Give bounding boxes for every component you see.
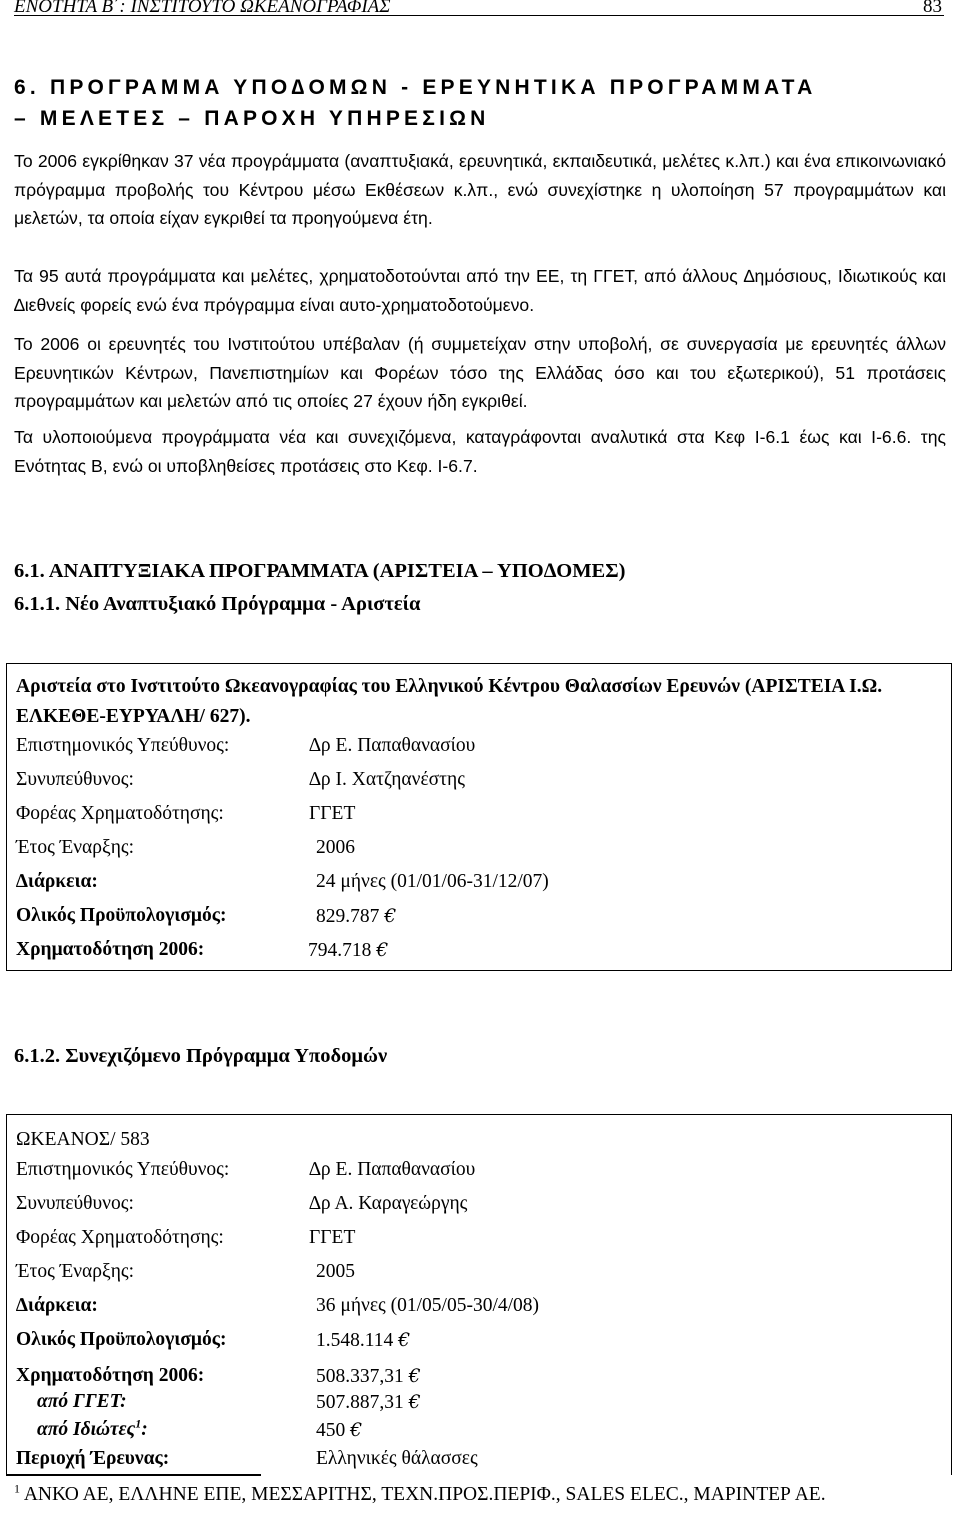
project-row xyxy=(16,1329,942,1359)
euro-symbol: € xyxy=(350,1419,363,1441)
paragraph-1: Το 2006 εγκρίθηκαν 37 νέα προγράμματα (αναπτυξιακά, ερευνητικά, εκπαιδευτικά, μελέτες κ.λπ.) και ένα επικοινωνιακό πρόγραμμα προβολής του Κέντρου μέσω Εκθέσεων κ.λπ., ενώ συνεχίστηκε η υλοποίηση 57 προγραμμάτων και μελετών, τα οποία είχαν εγκριθεί τα προηγούμενα έτη. xyxy=(14,151,946,228)
project-row xyxy=(16,1261,942,1291)
project-row xyxy=(16,769,942,799)
paragraph-4: Τα υλοποιούμενα προγράμματα νέα και συνεχιζόμενα, καταγράφονται αναλυτικά στα Κεφ Ι-6.1 έως και Ι-6.6. της Ενότητας Β, ενώ οι υποβληθείσες προτάσεις στο Κεφ. Ι-6.7. xyxy=(14,427,946,476)
field-value: 36 μήνες (01/05/05-30/4/08) xyxy=(316,1295,540,1316)
field-label: Συνυπεύθυνος: xyxy=(16,1193,134,1214)
field-label: Ολικός Προϋπολογισμός: xyxy=(16,1329,227,1350)
euro-symbol: € xyxy=(384,905,397,927)
euro-symbol: € xyxy=(408,1391,421,1413)
project-row xyxy=(16,905,942,935)
running-header xyxy=(14,0,944,16)
field-value: ∆ρ Α. Καραγεώργης xyxy=(309,1193,468,1214)
header-rule xyxy=(14,15,944,16)
footnote-ref: 1 xyxy=(135,1416,142,1431)
field-label: Περιοχή Έρευνας: xyxy=(16,1448,170,1469)
chapter-title-line-2: – ΜΕΛΕΤΕΣ – ΠΑΡΟΧΗ ΥΠΗΡΕΣΙΩΝ xyxy=(14,107,490,130)
field-value: ∆ρ Ι. Χατζηανέστης xyxy=(309,769,465,790)
euro-symbol: € xyxy=(398,1329,411,1351)
field-label: ∆ιάρκεια: xyxy=(16,1295,98,1316)
field-value: 508.337,31 xyxy=(316,1366,404,1387)
project-row xyxy=(16,1227,942,1257)
page-number: 83 xyxy=(923,0,942,17)
field-label: Έτος Έναρξης: xyxy=(16,837,135,858)
subsection-title-6-1-1: 6.1.1. Νέο Αναπτυξιακό Πρόγραμμα - Αριστεία xyxy=(14,593,421,615)
project-title: Αριστεία στο Ινστιτούτο Ωκεανογραφίας του Ελληνικού Κέντρου Θαλασσίων Ερευνών (ΑΡΙΣΤΕΙΑ Ι.Ω. ΕΛΚΕΘΕ-ΕΥΡΥΑΛΗ/ 627). xyxy=(16,676,883,727)
footnote-rule xyxy=(6,1474,261,1476)
euro-symbol: € xyxy=(376,939,389,961)
field-value: 829.787 xyxy=(316,906,380,927)
footnote-text: ΑΝΚΟ ΑΕ, ΕΛΛΗΝΕ ΕΠΕ, ΜΕΣΣΑΡΙΤΗΣ, ΤΕΧΝ.ΠΡΟΣ.ΠΕΡΙΦ., SALES ELEC., ΜΑΡΙΝΤΕΡ ΑΕ. xyxy=(23,1484,826,1505)
field-value: ΓΓΕΤ xyxy=(309,803,356,824)
field-value: 2006 xyxy=(316,837,355,858)
project-row xyxy=(16,1193,942,1223)
project-row xyxy=(37,1391,942,1421)
paragraph-3: Το 2006 οι ερευνητές του Ινστιτούτου υπέβαλαν (ή συμμετείχαν στην υποβολή, σε συνεργασία με ερευνητές άλλων Ερευνητικών Κέντρων, Πανεπιστημίων και Φορέων τόσο της Ελλάδας όσο και του εξωτερικού), 51 προτάσεις προγραμμάτων και μελετών από τις οποίες 27 έχουν ήδη εγκριθεί. xyxy=(14,334,946,411)
field-value: ΓΓΕΤ xyxy=(309,1227,356,1248)
field-value: 24 μήνες (01/01/06-31/12/07) xyxy=(316,871,549,892)
project-title: ΩΚΕΑΝΟΣ/ 583 xyxy=(16,1129,150,1150)
project-row xyxy=(16,837,942,867)
field-value: 450 xyxy=(316,1420,346,1441)
footnote xyxy=(14,1481,826,1506)
project-box-okeanos xyxy=(6,1114,952,1475)
field-label: ∆ιάρκεια: xyxy=(16,871,98,892)
section-title-6-1: 6.1. ΑΝΑΠΤΥΞΙΑΚΑ ΠΡΟΓΡΑΜΜΑΤΑ (ΑΡΙΣΤΕΙΑ – ΥΠΟ∆ΟΜΕΣ) xyxy=(14,560,626,582)
paragraph-2: Τα 95 αυτά προγράμματα και μελέτες, χρηματοδοτούνται από την ΕΕ, τη ΓΓΕΤ, από άλλους ∆ημόσιους, Ιδιωτικούς και ∆ιεθνείς φορείς ενώ ένα πρόγραμμα είναι αυτο-χρηματοδοτούμενο. xyxy=(14,266,946,315)
project-row xyxy=(16,1295,942,1325)
field-label: Φορέας Χρηματοδότησης: xyxy=(16,803,224,824)
field-value: 1.548.114 xyxy=(316,1330,394,1351)
project-row xyxy=(37,1416,942,1449)
field-label: Χρηματοδότηση 2006: xyxy=(16,1365,205,1386)
field-label: Επιστημονικός Υπεύθυνος: xyxy=(16,735,230,756)
chapter-title-line-1: 6. ΠΡΟΓΡΑΜΜΑ ΥΠΟ∆ΟΜΩΝ - ΕΡΕΥΝΗΤΙΚΑ ΠΡΟΓΡΑΜΜΑΤΑ xyxy=(14,76,817,99)
field-label: Συνυπεύθυνος: xyxy=(16,769,134,790)
euro-symbol: € xyxy=(408,1365,421,1387)
field-label: από ΓΓΕΤ: xyxy=(37,1391,127,1412)
field-label: Χρηματοδότηση 2006: xyxy=(16,939,205,960)
project-row xyxy=(16,735,942,765)
field-value: 507.887,31 xyxy=(316,1392,404,1413)
field-label: Φορέας Χρηματοδότησης: xyxy=(16,1227,224,1248)
field-label: από Ιδιώτες xyxy=(37,1419,136,1440)
field-label: Ολικός Προϋπολογισμός: xyxy=(16,905,227,926)
subsection-title-6-1-2: 6.1.2. Συνεχιζόμενο Πρόγραμμα Υποδομών xyxy=(14,1045,388,1067)
project-box-aristeia xyxy=(6,663,952,971)
running-title: ΕΝΟΤΗΤΑ Β΄: ΙΝΣΤΙΤΟΥΤΟ ΩΚΕΑΝΟΓΡΑΦΙΑΣ xyxy=(14,0,391,17)
project-row xyxy=(16,939,942,969)
field-label-colon: : xyxy=(141,1419,148,1440)
field-value: 794.718 xyxy=(308,940,372,961)
project-row xyxy=(16,871,942,901)
field-value: Ελληνικές θάλασσες xyxy=(316,1448,478,1469)
field-value: ∆ρ Ε. Παπαθανασίου xyxy=(309,735,476,756)
field-value: 2005 xyxy=(316,1261,355,1282)
project-row xyxy=(16,1159,942,1189)
field-label: Επιστημονικός Υπεύθυνος: xyxy=(16,1159,230,1180)
project-row xyxy=(16,803,942,833)
field-label: Έτος Έναρξης: xyxy=(16,1261,135,1282)
field-value: ∆ρ Ε. Παπαθανασίου xyxy=(309,1159,476,1180)
footnote-marker: 1 xyxy=(14,1481,20,1496)
